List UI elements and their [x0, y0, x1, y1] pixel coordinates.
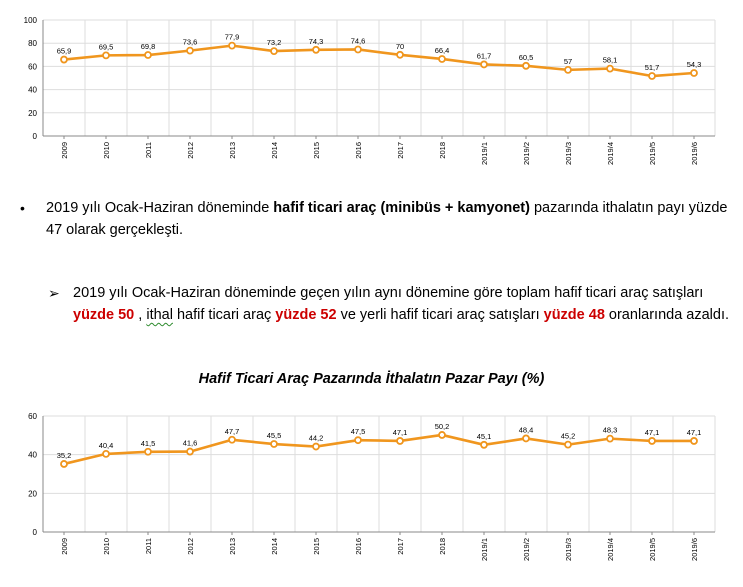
paragraph2-red-total: yüzde 50 — [73, 307, 135, 323]
top-chart-data-label: 66,4 — [434, 45, 450, 55]
bottom-chart-data-label: 40,4 — [98, 440, 114, 450]
top-chart-y-tick-label: 60 — [28, 62, 37, 72]
bottom-chart-data-label: 47,5 — [350, 427, 366, 437]
bottom-chart-y-tick-label: 20 — [28, 489, 37, 499]
bottom-chart-data-label: 47,1 — [644, 427, 660, 437]
bottom-chart-x-tick-label: 2013 — [228, 538, 237, 555]
bottom-chart-data-point — [313, 444, 319, 450]
paragraph1-text-after: pazarında ithalatın payı yüzde 47 olarak gerçekleşti. — [46, 200, 728, 238]
bottom-chart-data-point — [439, 432, 445, 438]
bottom-chart-data-point — [145, 449, 151, 455]
bottom-chart-data-label: 47,1 — [686, 427, 702, 437]
chart-title: Hafif Ticari Araç Pazarında İthalatın Pazar Payı (%) — [198, 371, 545, 387]
bottom-chart-data-label: 41,6 — [182, 438, 198, 448]
top-chart-x-tick-label: 2012 — [186, 142, 195, 159]
bottom-chart-x-tick-label: 2016 — [354, 538, 363, 555]
top-chart-data-label: 74,3 — [308, 36, 324, 46]
top-chart-data-label: 73,2 — [266, 38, 282, 48]
bottom-chart-data-label: 44,2 — [308, 433, 324, 443]
bottom-chart-data-point — [565, 442, 571, 448]
paragraph2-ithal-word: ithal — [146, 307, 173, 323]
top-chart-data-label: 61,7 — [476, 51, 492, 61]
bottom-chart-x-tick-label: 2019/2 — [522, 538, 531, 561]
bottom-chart-x-tick-label: 2019/6 — [690, 538, 699, 561]
bottom-chart-data-label: 48,4 — [518, 425, 534, 435]
top-chart-data-point — [187, 48, 193, 54]
bottom-chart-data-label: 45,1 — [476, 431, 492, 441]
top-chart-x-tick-label: 2010 — [102, 142, 111, 159]
top-chart-data-point — [649, 73, 655, 79]
top-chart-data-label: 65,9 — [56, 46, 72, 56]
top-chart-x-tick-label: 2019/2 — [522, 142, 531, 165]
bottom-chart-data-label: 47,7 — [224, 426, 240, 436]
top-chart-y-tick-label: 100 — [23, 16, 37, 25]
top-chart-x-tick-label: 2009 — [60, 142, 69, 159]
top-chart-data-point — [103, 52, 109, 58]
top-chart-data-point — [61, 57, 67, 63]
top-chart-data-point — [313, 47, 319, 53]
top-chart-data-label: 70 — [395, 41, 405, 51]
top-chart-data-label: 60,5 — [518, 52, 534, 62]
top-chart-data-point — [439, 56, 445, 62]
bottom-chart-y-tick-label: 0 — [32, 528, 37, 537]
top-line-chart — [0, 0, 743, 172]
bottom-chart-data-label: 50,2 — [434, 421, 450, 431]
paragraph1-text-before: 2019 yılı Ocak-Haziran döneminde — [46, 200, 274, 216]
top-chart-data-label: 77,9 — [224, 32, 240, 42]
bottom-chart-x-tick-label: 2011 — [144, 538, 153, 555]
bottom-chart-x-tick-label: 2018 — [438, 538, 447, 555]
top-chart-data-point — [271, 48, 277, 54]
top-chart-x-tick-label: 2017 — [396, 142, 405, 159]
bottom-chart-data-point — [271, 441, 277, 447]
bottom-chart-data-point — [187, 449, 193, 455]
top-chart-data-point — [145, 52, 151, 58]
top-chart-x-tick-label: 2019/4 — [606, 142, 615, 165]
bottom-line-chart — [0, 404, 743, 587]
top-chart-data-point — [397, 52, 403, 58]
top-chart-x-tick-label: 2018 — [438, 142, 447, 159]
top-chart-x-tick-label: 2015 — [312, 142, 321, 159]
top-chart-data-label: 73,6 — [182, 37, 198, 47]
bottom-chart-data-label: 45,5 — [266, 431, 282, 441]
paragraph2-part4: ve yerli hafif ticari araç satışları — [336, 307, 544, 323]
top-chart-data-point — [691, 70, 697, 76]
top-chart-data-point — [229, 43, 235, 49]
top-chart-x-tick-label: 2013 — [228, 142, 237, 159]
bottom-chart-data-label: 48,3 — [602, 425, 618, 435]
bottom-chart-x-tick-label: 2009 — [60, 538, 69, 555]
arrow-bullet-icon: ➢ — [48, 285, 60, 301]
top-chart-data-point — [355, 46, 361, 52]
paragraph2-part2: , — [134, 307, 147, 323]
bottom-chart-x-tick-label: 2019/4 — [606, 538, 615, 561]
paragraph2-red-domestic: yüzde 48 — [543, 307, 605, 323]
bottom-chart-x-tick-label: 2012 — [186, 538, 195, 555]
bottom-chart-x-tick-label: 2019/5 — [648, 538, 657, 561]
top-chart-x-tick-label: 2014 — [270, 142, 279, 159]
top-chart-y-tick-label: 20 — [28, 108, 37, 118]
bottom-chart-data-point — [523, 435, 529, 441]
paragraph1-bold-text: hafif ticari araç (minibüs + kamyonet) — [273, 200, 530, 216]
bottom-chart-data-point — [103, 451, 109, 457]
top-chart-y-tick-label: 0 — [32, 132, 37, 141]
top-chart-data-label: 69,8 — [140, 42, 156, 52]
paragraph-sales-decline — [73, 282, 738, 326]
top-chart-x-tick-label: 2019/1 — [480, 142, 489, 165]
top-chart-x-tick-label: 2019/3 — [564, 142, 573, 165]
bottom-chart-data-point — [229, 437, 235, 443]
top-chart-data-label: 58,1 — [602, 55, 618, 65]
bottom-chart-x-tick-label: 2014 — [270, 538, 279, 555]
bottom-chart-x-tick-label: 2019/3 — [564, 538, 573, 561]
top-chart-x-tick-label: 2019/6 — [690, 142, 699, 165]
top-chart-data-point — [607, 66, 613, 72]
bullet-dot-icon: • — [20, 200, 25, 216]
bottom-chart-data-point — [649, 438, 655, 444]
top-chart-data-label: 57 — [563, 56, 573, 66]
bottom-chart-data-point — [397, 438, 403, 444]
bottom-chart-y-tick-label: 60 — [28, 412, 37, 421]
paragraph2-part5: oranlarında azaldı. — [604, 307, 730, 323]
bottom-chart-data-point — [355, 437, 361, 443]
bottom-chart-x-tick-label: 2019/1 — [480, 538, 489, 561]
bottom-chart-data-label: 35,2 — [56, 450, 72, 460]
bottom-chart-data-label: 41,5 — [140, 438, 156, 448]
top-chart-y-tick-label: 80 — [28, 39, 37, 49]
top-chart-x-tick-label: 2016 — [354, 142, 363, 159]
paragraph-import-share — [46, 197, 736, 241]
top-chart-data-label: 54,3 — [686, 60, 702, 70]
top-chart-data-label: 69,5 — [98, 42, 114, 52]
bottom-chart-data-point — [691, 438, 697, 444]
top-chart-x-tick-label: 2019/5 — [648, 142, 657, 165]
bottom-chart-data-point — [607, 436, 613, 442]
bottom-chart-data-label: 45,2 — [560, 431, 576, 441]
top-chart-y-tick-label: 40 — [28, 85, 37, 95]
bottom-chart-x-tick-label: 2010 — [102, 538, 111, 555]
paragraph2-red-import: yüzde 52 — [275, 307, 337, 323]
paragraph2-part3: hafif ticari araç — [172, 307, 276, 323]
bottom-chart-data-point — [481, 442, 487, 448]
top-chart-data-label: 74,6 — [350, 36, 366, 46]
bottom-chart-x-tick-label: 2017 — [396, 538, 405, 555]
paragraph2-part1: 2019 yılı Ocak-Haziran döneminde geçen yılın aynı dönemine göre toplam hafif ticari araç satışları — [73, 285, 704, 301]
bottom-chart-data-point — [61, 461, 67, 467]
top-chart-x-tick-label: 2011 — [144, 142, 153, 159]
bottom-chart-data-label: 47,1 — [392, 427, 408, 437]
bottom-chart-x-tick-label: 2015 — [312, 538, 321, 555]
top-chart-data-point — [481, 61, 487, 67]
top-chart-data-label: 51,7 — [644, 63, 660, 73]
bottom-chart-y-tick-label: 40 — [28, 450, 37, 460]
top-chart-data-point — [565, 67, 571, 73]
top-chart-data-point — [523, 63, 529, 69]
